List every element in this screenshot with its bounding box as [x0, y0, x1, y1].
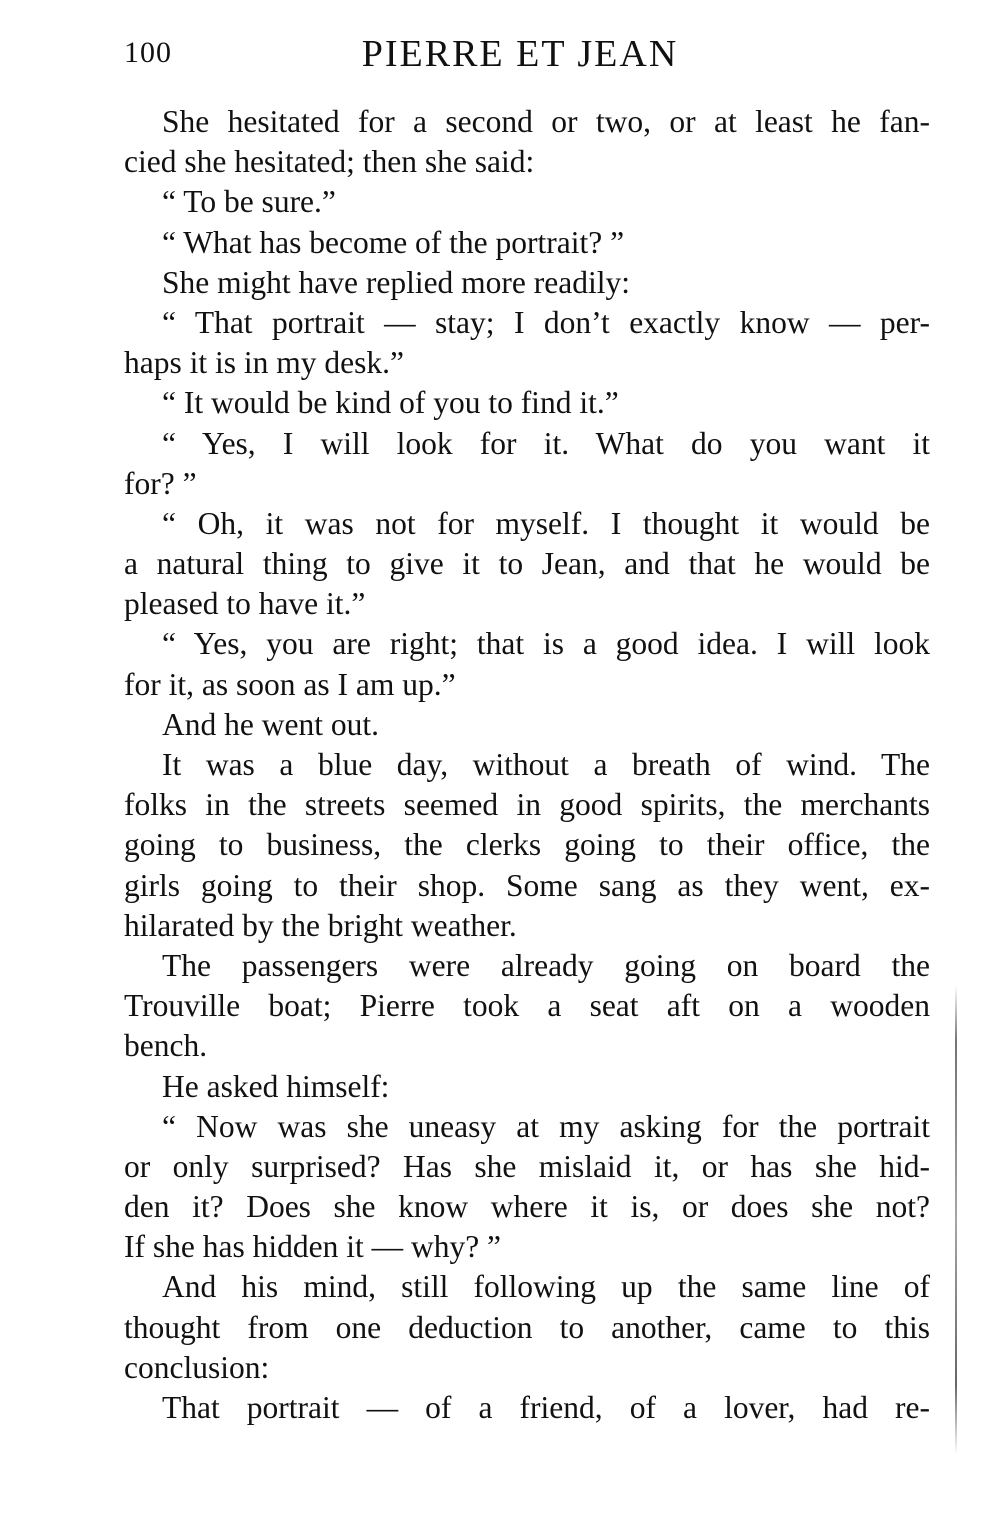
text-line: conclusion:: [124, 1349, 270, 1385]
text-line: for? ”: [124, 465, 197, 501]
text-line: She might have replied more readily:: [162, 264, 630, 300]
text-line: folks in the streets seemed in good spirits, the merchants: [124, 787, 930, 823]
text-line: thought from one deduction to another, came to this: [124, 1309, 930, 1345]
text-line: hilarated by the bright weather.: [124, 907, 517, 943]
margin-scan-line: [955, 985, 957, 1455]
text-line: “ It would be kind of you to find it.”: [162, 385, 619, 421]
text-line: going to business, the clerks going to their office, the: [124, 827, 930, 863]
running-title: PIERRE ET JEAN: [361, 33, 679, 75]
text-line: She hesitated for a second or two, or at least he fan-: [162, 104, 930, 139]
text-line: “ Now was she uneasy at my asking for the portrait: [162, 1108, 930, 1144]
text-line: He asked himself:: [162, 1068, 390, 1104]
text-line: Trouville boat; Pierre took a seat aft on a wooden: [124, 988, 930, 1024]
text-line: That portrait — of a friend, of a lover, had re-: [162, 1390, 930, 1425]
text-line: haps it is in my desk.”: [124, 345, 404, 381]
text-line: It was a blue day, without a breath of wind. The: [162, 747, 930, 782]
text-line: “ Oh, it was not for myself. I thought it would be: [162, 505, 930, 541]
text-line: girls going to their shop. Some sang as they went, ex-: [124, 867, 930, 903]
text-line: And his mind, still following up the same line of: [162, 1269, 930, 1305]
text-line: “ Yes, you are right; that is a good idea. I will look: [162, 626, 930, 662]
text-line: “ That portrait — stay; I don’t exactly know — per-: [162, 304, 930, 340]
text-line: The passengers were already going on board the: [162, 947, 930, 983]
text-line: “ Yes, I will look for it. What do you want it: [162, 425, 930, 461]
text-line: If she has hidden it — why? ”: [124, 1229, 502, 1265]
text-line: And he went out.: [162, 706, 379, 742]
text-line: “ What has become of the portrait? ”: [162, 224, 625, 260]
text-line: den it? Does she know where it is, or does she not?: [124, 1189, 930, 1225]
text-line: or only surprised? Has she mislaid it, or has she hid-: [124, 1148, 930, 1184]
text-line: for it, as soon as I am up.”: [124, 666, 456, 702]
text-line: cied she hesitated; then she said:: [124, 144, 535, 180]
text-line: pleased to have it.”: [124, 586, 366, 622]
text-line: “ To be sure.”: [162, 184, 336, 220]
body-text: [124, 102, 930, 1428]
text-line: a natural thing to give it to Jean, and that he would be: [124, 546, 930, 582]
text-line: bench.: [124, 1028, 208, 1064]
page-number: 100: [124, 36, 172, 69]
